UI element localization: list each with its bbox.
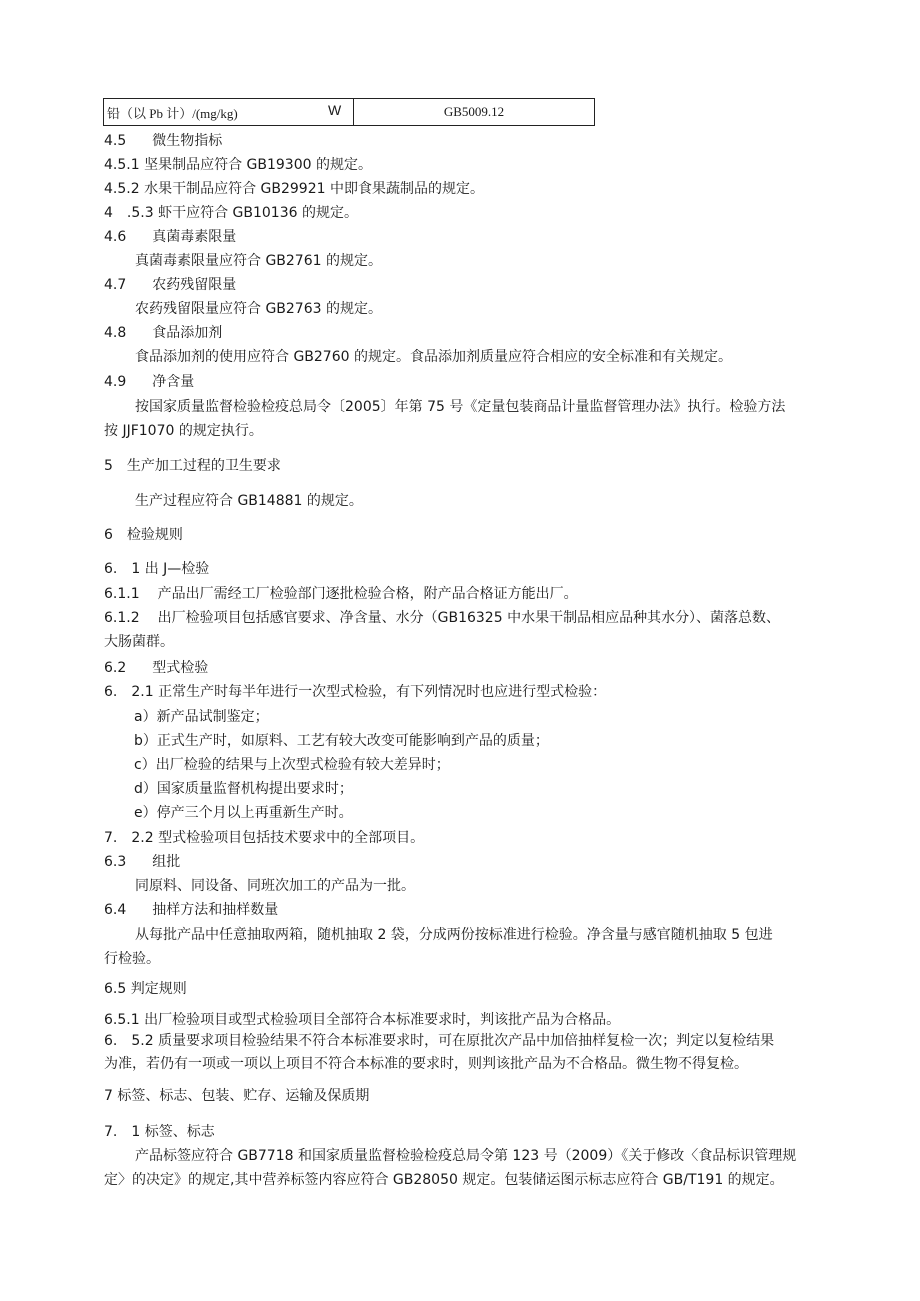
table-cell-method [354, 99, 595, 126]
text-line: 为准，若仍有一项或一项以上项目不符合本标准的要求时，则判该批产品为不合格品。微生物不得复检。 [104, 1056, 748, 1072]
test-method: GB5009.12 [443, 104, 505, 119]
text-line: 大肠菌群。 [104, 634, 174, 650]
table-row [104, 99, 837, 126]
text-line: 食品添加剂的使用应符合 GB2760 的规定。食品添加剂质量应符合相应的安全标准和有关规定。 [135, 349, 732, 365]
text-line: 真菌毒素限量应符合 GB2761 的规定。 [135, 253, 382, 269]
text-line: 6. 2.1 正常生产时每半年进行一次型式检验，有下列情况时也应进行型式检验： [104, 684, 607, 700]
text-line: 同原料、同设备、同班次加工的产品为一批。 [135, 878, 415, 894]
section-6-4-heading: 6.4 抽样方法和抽样数量 [104, 902, 279, 918]
text-line: 7. 2.2 型式检验项目包括技术要求中的全部项目。 [104, 830, 425, 846]
section-4-5-heading: 4.5 微生物指标 [104, 133, 223, 149]
section-6-2-heading: 6.2 型式检验 [104, 660, 209, 676]
section-6-1-2: 6.1.2 出厂检验项目包括感官要求、净含量、水分（GB16325 中水果干制品相应品种其水分）、菌落总数、 [104, 610, 781, 626]
text-line: 定〉的决定》的规定,其中营养标签内容应符合 GB28050 规定。包装储运图示标志应符合 GB/T191 的规定。 [104, 1172, 784, 1188]
section-7-heading: 7 标签、标志、包装、贮存、运输及保质期 [104, 1088, 370, 1104]
text-line: 生产过程应符合 GB14881 的规定。 [135, 493, 363, 509]
limit-symbol: W [328, 102, 342, 118]
list-item: a）新产品试制鉴定； [134, 709, 269, 725]
text-line: 4 .5.3 虾干应符合 GB10136 的规定。 [104, 205, 358, 221]
text-line: 农药残留限量应符合 GB2763 的规定。 [135, 301, 382, 317]
section-6-3-heading: 6.3 组批 [104, 854, 181, 870]
text-line: 6. 5.2 质量要求项目检验结果不符合本标准要求时，可在原批次产品中加倍抽样复检一次；判定以复检结果 [104, 1033, 775, 1049]
text-line: 按国家质量监督检验检疫总局令〔2005〕年第 75 号《定量包装商品计量监督管理办法》执行。检验方法 [135, 399, 786, 415]
text-line: 6.5.1 出厂检验项目或型式检验项目全部符合本标准要求时，判该批产品为合格品。 [104, 1012, 621, 1028]
text-line: 6. 1 出 J—检验 [104, 561, 210, 577]
section-4-9-heading: 4.9 净含量 [104, 374, 195, 390]
section-5-heading: 5 生产加工过程的卫生要求 [104, 458, 281, 474]
list-item: d）国家质量监督机构提出要求时； [134, 781, 353, 797]
list-item: b）正式生产时，如原料、工艺有较大改变可能影响到产品的质量； [134, 733, 549, 749]
text-line: 4.5.1 坚果制品应符合 GB19300 的规定。 [104, 157, 372, 173]
text-line: 4.5.2 水果干制品应符合 GB29921 中即食果蔬制品的规定。 [104, 181, 484, 197]
section-4-6-heading: 4.6 真菌毒素限量 [104, 229, 237, 245]
section-4-7-heading: 4.7 农药残留限量 [104, 277, 237, 293]
section-4-8-heading: 4.8 食品添加剂 [104, 325, 223, 341]
item-name: 铅（以 Pb 计）/(mg/kg) [107, 105, 238, 121]
list-item: e）停产三个月以上再重新生产时。 [134, 805, 353, 821]
limits-table [103, 98, 837, 126]
section-6-5-heading: 6.5 判定规则 [104, 981, 187, 997]
section-6-1-1: 6.1.1 产品出厂需经工厂检验部门逐批检验合格，附产品合格证方能出厂。 [104, 586, 578, 602]
text-line: 行检验。 [104, 951, 160, 967]
list-item: c）出厂检验的结果与上次型式检验有较大差异时； [134, 757, 450, 773]
section-6-heading: 6 检验规则 [104, 527, 183, 543]
table-cell-item [104, 99, 354, 126]
text-line: 按 JJF1070 的规定执行。 [104, 423, 263, 439]
text-line: 从每批产品中任意抽取两箱，随机抽取 2 袋，分成两份按标准进行检验。净含量与感官随机抽取 5 包进 [135, 927, 773, 943]
text-line: 产品标签应符合 GB7718 和国家质量监督检验检疫总局令第 123 号（2009）《关于修改〈食品标识管理规 [135, 1148, 797, 1164]
section-7-1-heading: 7. 1 标签、标志 [104, 1124, 215, 1140]
